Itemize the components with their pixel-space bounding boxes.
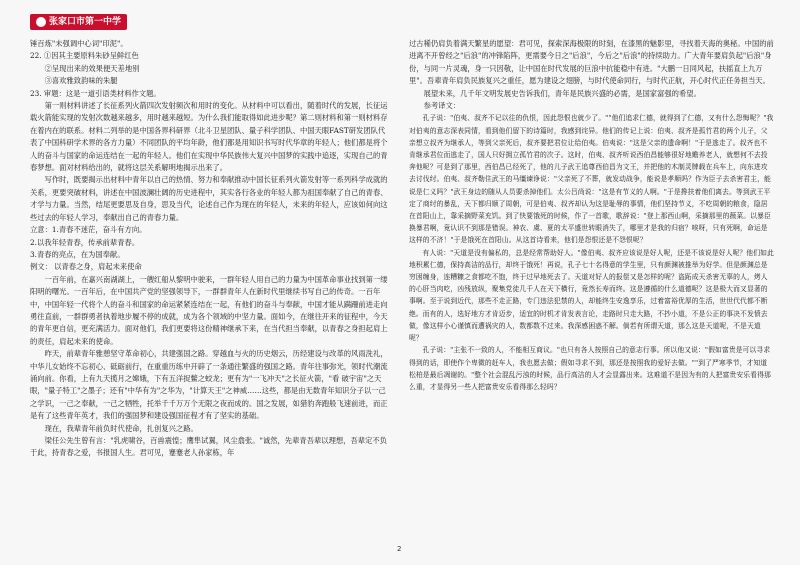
right-column [409, 38, 774, 553]
paragraph: 3.青春的亮点，在为国奉献。 [30, 249, 125, 259]
paragraph: 一百年前，在嘉兴南湖湖上，一艘红船从黎明中驶来，一群年轻人用自己的力量为中国革命事业找到第一缕阳明的曙光。一百年后，在中国共产党的坚强领导下，一群群青年人在新时代里继续书写自己的传奇。一百年中，中国年轻一代将个人的奋斗和国家的命运紧紧连结在一起，有他们的奋斗与奉献，中国才能从蹒跚前进走向勇往直前，一群群勇者执着地步履不停的成就，成为各个领域的中坚力量。面如今，在继往开来的征程中，今天的青年更自信，更充满活力。面对他们，我们更要将这份精神继承下来，在当代担当奉献，以青春之身担起肩上的责任，肩起未来的使命。 [30, 274, 388, 346]
school-emblem-icon [36, 17, 46, 27]
paragraph: 梁任公先生曾有言："乳虎啸谷，百兽震惶；鹰隼试翼，风尘翕张。"诚然，先辈青吾辈以理想，吾辈定不负于此，持青春之爱，书报国人生。君可见，蹇蹇老人孙家栋，年 [30, 436, 387, 458]
paragraph: 写作时，既要揭示出材料中青年以自己的热情、努力和奉献推动中国长征系列火箭发射等一系列科学成就的关系，更要突破材料，讲述在中国波澜壮阔的历史进程中，其实各行各业的年轻人都为祖国奉献了自己的青春、才学与力量。当然，结尾更要思及自身，思及当代，论述自己作为现在的年轻人，未来的年轻人，应该如何向这些过去的年轻人学习，奉献出自己的青春力量。 [30, 175, 388, 222]
paragraph: ③喜欢雅致韵味的朱腿 [44, 76, 118, 86]
paragraph: 昨天，前辈青年雅憩坚守革命初心，共建强国之路。穿越血与火的历史烟云，历经建设与改革的风雨洗礼，中华儿女始终不忘初心、砥砺前行，在重重历练中开辟了一条通往繁盛的强国之路。青年往事弥光，领时代潮流涌向前。你看，上有九天揽月之嫦娥，下有五洋捉鳖之蛟龙；更有为"一飞冲天"之长征火箭，"看 破宇宙"之天眼，"量子特工"之墨子；还有"中华有为"之华为，"计算天王"之神威……这些，都是由无数青年知识分子以一己之学识，一己之奉献，一己之牺牲，托举千千万万个无限之夜而成的。国之发展，如猎豹奔跑般飞速前进，而正是有了这些青年英才，我们的强国梦和建设强国征程才有了坚实的基础。 [30, 349, 388, 421]
paragraph: ②呈现出来的效果便天差地别 [44, 63, 140, 73]
paragraph: 展望未来，几千年文明发展史告诉我们，青年是民族兴盛的必需，是国家富强的希望。 [423, 88, 701, 98]
paragraph: 孔子说："主张不一致的人，不能相互商议。"也只有各人按照自己的意志行事。所以他又说："假如富贵是可以寻求得到的话，即使作个卑微的赶车人，我也愿去做；假如寻求不到，那还是按照我的爱好去做。""到了严寒季节，才知道松柏是最后凋谢的。"整个社会混乱污浊的时候，品行高洁的人才会显露出来。这难道不是因为有的人把富贵安乐看得那么重，才显得另一些人把富贵安乐看得那么轻吗？ [409, 346, 771, 391]
left-column [30, 38, 388, 553]
reference-translation [409, 112, 774, 393]
paragraph: 23. 审题：这是一道引语类材料作文题。 [30, 88, 161, 98]
paragraph: 孔子说："伯夷、叔齐不记以往的仇恨，因此怨恨也就少了。""他们追求仁德，就得到了仁德，又有什么怨悔呢？"我对伯夷的意志深表同情，看到他们留下的诗篇时，我感到诧异。他们的传记上说：伯夷、叔齐是孤竹君的两个儿子，父亲想立叔齐为继承人，等到父亲死后，叔齐要把君位让给伯夷。伯夷说："这是父亲的遗命啊！"于是逃走了。叔齐也不肯继承君位而逃走了，国人只好拥立孤竹君的次子。这时，伯夷、叔齐听说西伯昌能够很好地赡养老人，就想何不去投奔他呢？可是到了那里，西伯昌已经死了，他的儿子武王追尊西伯昌为文王，并把他的木制灵牌载在兵车上，向东进攻去讨伐纣。伯夷、叔齐勒住武王的马缰谏诤说："父亲死了不葬，就发动战争，能说是孝顺吗？作为臣子去杀害君主，能说是仁义吗？"武王身边的随从人员要杀掉他们。太公吕尚说："这是有节义的人啊。"于是搀扶着他们离去。等到武王平定了商纣的暴乱，天下都归顺了周朝，可是伯夷、叔齐却认为这是耻辱的事情，他们坚持节义，不吃周朝的粮食，隐居在首阳山上，靠采摘野菜充饥。到了快要饿死的时候，作了一首歌，歌辞说："登上那西山啊，采摘那里的薇菜。以暴臣换暴君啊，竟认识不到那是错误。神农、虞、夏的太平盛世转眼消失了，哪里才是我的归宿？唉呀，只有死啊，命运是这样的不济！"于是饿死在首阳山。从这首诗看来，他们是怨恨还是不怨恨呢？ [409, 114, 774, 245]
paragraph: 过古稀仍肩负着满天繁星的愿望：君可见，探索深海极限的时刻，在漆黑的魅影里，寻找着天海的奥秘。中国的前进离不开曾经之"后浪"的冲锋陷阵，更需要今日之"后浪"，今后之"后浪"的持续助力。广大青年要肩负起"后浪"身份，与同一片灵魂，身一只因敬，让中国在时代发展的巨浪中抗能稳中有进。"大鹏一日同风起，扶摇直上九万里"。吾辈青年肩负民族复兴之重任，愿为建设之翅膀，与时代使命同行，与时代正航，开心时代正任务担当天。 [409, 39, 774, 86]
essay-conclusion [409, 38, 774, 112]
paragraph: 锤百炼"未强调中心词"印泥"。 [30, 39, 128, 48]
paragraph: 第一则材料讲述了长征系列火箭四次发射频次和用时的变化。从材料中可以看出，随着时代的发展，长征运载火箭能实现的发射次数越来越多，用时越来越短。为什么我们能取得如此进步呢？第二则材料和第一则材料存在着内在的联系。材料二列举的是中国各界科研界（北斗卫星团队、量子科学团队、中国天眼FAST研发团队代表了中国科研学术界的各方力量）不同团队的平均年龄，他们都是用知识书写时代华章的年轻人；他们都是将个人的奋斗与国家的命运连结在一起的年轻人。他们在实现中华民族伟大复兴中国梦的实践中追逐，实现自己的青春梦想。面对材料给出的，就将这层关系解明地揭示出来了。 [30, 101, 388, 173]
paragraph: 现在，我辈青年前负时代使命，扎创复兴之路。 [44, 423, 198, 433]
school-name: 张家口市第一中学 [49, 17, 122, 27]
paragraph: 2.以我年轻青春，传承前辈青春。 [30, 237, 140, 247]
paragraph: 例文： 以青春之身，肩起未来使命 [30, 262, 142, 272]
paragraph: 立意：1.青春不迷茫，奋斗有方向。 [30, 225, 147, 235]
school-logo [30, 14, 127, 30]
paragraph: 22. ①因其主要原料朱砂呈鲜红色 [30, 51, 139, 61]
paragraph: 有人说："天道是没有偏私的，总是经常帮助好人。"像伯夷、叔齐应该说是好人呢，还是不该说是好人呢？他们如此地积累仁德，保持高洁的品行，却终于饿死！再说，孔子七十名得意的学生里，只有颜渊被推举为好学。但是颜渊总是穷困缠身，连糟糠之食都吃不饱，终于过早地死去了。天道对好人的报偿又是怎样的呢？盗跖成天杀害无辜的人，烤人的心肝当肉吃，凶残放纵，聚集党徒几千人在天下横行，竟然长寿而终。这是遵循的什么道德呢？这是极大而又显著的事啊。至于说到近代，那些不走正路，专门违法犯禁的人，却能终生安逸享乐，过着富裕优厚的生活，世世代代都不断绝。而有的人，选好地方才肯迈步，适宜的时机才肯发表言论，走路时只走大路，不抄小道，不是公正的事决不发愤去做，像这样小心谨慎而遭祸灾的人，数都数不过来。我深感困惑不解。倘若有所谓天道，那么这是天道呢，不是天道呢？ [409, 248, 774, 343]
paragraph: 参考译文： [423, 101, 461, 111]
page-number: 2 [397, 545, 402, 553]
